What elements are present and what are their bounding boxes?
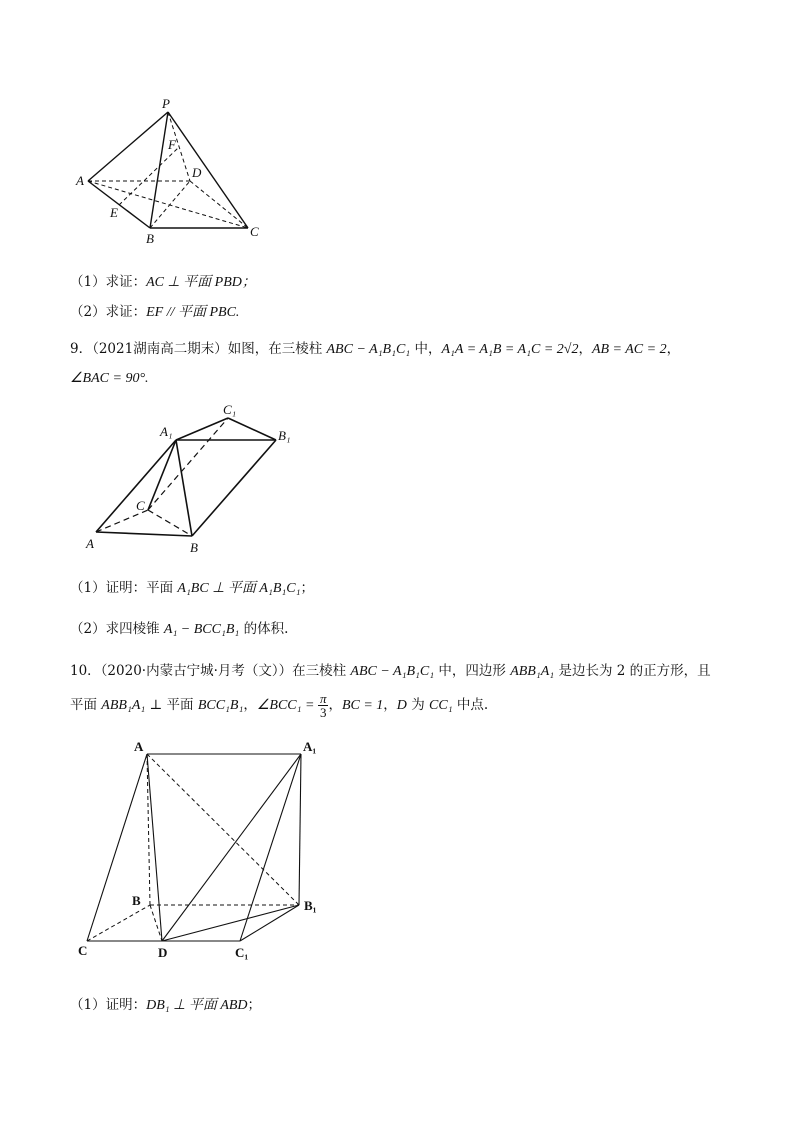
label-A: A [86, 536, 94, 551]
edge-AC [87, 754, 147, 941]
edge-AA1 [96, 440, 176, 532]
label-B1: B₁ [278, 428, 291, 443]
q10-stem-line1: 10．（2020·内蒙古宁城·月考（文））在三棱柱 ABC − A₁B₁C₁ 中，四边形 ABB₁A₁ 是边长为 2 的正方形，且 [70, 663, 711, 679]
label-B: B [190, 540, 198, 555]
label-A1: A₁ [303, 739, 317, 754]
edge-PC [168, 112, 248, 228]
label-D: D [158, 945, 168, 960]
seg-EF [119, 147, 179, 205]
label-C1: C₁ [223, 402, 237, 417]
q8-part1: （1）求证：AC ⊥ 平面 PBD； [70, 274, 256, 290]
label-C: C [78, 943, 88, 958]
edge-A1C1 [176, 418, 228, 440]
figure-square-prism [70, 735, 330, 965]
label-C1: C₁ [235, 945, 249, 960]
label-B: B [132, 893, 141, 908]
edge-AB [96, 532, 192, 536]
edge-BB1 [192, 440, 276, 536]
seg-DB1 [162, 905, 299, 941]
figure-prism [80, 400, 310, 560]
label-E: E [110, 205, 118, 220]
label-B1: B₁ [304, 898, 317, 913]
label-A1: A₁ [160, 424, 173, 439]
label-B: B [146, 231, 154, 246]
q9-part2: （2）求四棱锥 A₁ − BCC₁B₁ 的体积. [70, 621, 289, 637]
q10-stem-line2: 平面 ABB₁A₁ ⊥ 平面 BCC₁B₁，∠BCC₁ = $\frac{\pi}{3}$ ，BC = 1，D 为 CC₁ 中点. [70, 691, 489, 720]
edge-AC [96, 510, 148, 532]
q10-part1: （1）证明：DB₁ ⊥ 平面 ABD； [70, 997, 262, 1013]
label-C: C [136, 498, 145, 513]
q8-part2: （2）求证：EF // 平面 PBC. [70, 304, 240, 320]
label-A: A [76, 173, 84, 188]
edge-C1B1 [228, 418, 276, 440]
label-D: D [192, 165, 202, 180]
edge-A1C [148, 440, 176, 510]
edge-DC [190, 181, 248, 228]
label-F: F [168, 137, 176, 152]
edge-A1B [176, 440, 192, 536]
q9-stem-line2: ∠BAC = 90°. [70, 371, 149, 386]
seg-DA1 [162, 754, 301, 941]
label-C: C [250, 224, 259, 239]
edge-AP [88, 112, 168, 181]
edge-CB [148, 510, 192, 536]
figure-pyramid [70, 95, 270, 255]
edge-A1B1 [299, 754, 301, 905]
fraction-pi-over-3: $\frac{\pi}{3}$ [319, 691, 327, 720]
label-P: P [162, 96, 170, 111]
q9-part1: （1）证明：平面 A₁BC ⊥ 平面 A₁B₁C₁； [70, 580, 314, 596]
edge-C1B1 [240, 905, 299, 941]
label-A: A [134, 739, 144, 754]
q9-stem-line1: 9．（2021湖南高二期末）如图，在三棱柱 ABC − A₁B₁C₁ 中，A₁A = A₁B = A₁C = 2√2，AB = AC = 2， [70, 341, 681, 357]
